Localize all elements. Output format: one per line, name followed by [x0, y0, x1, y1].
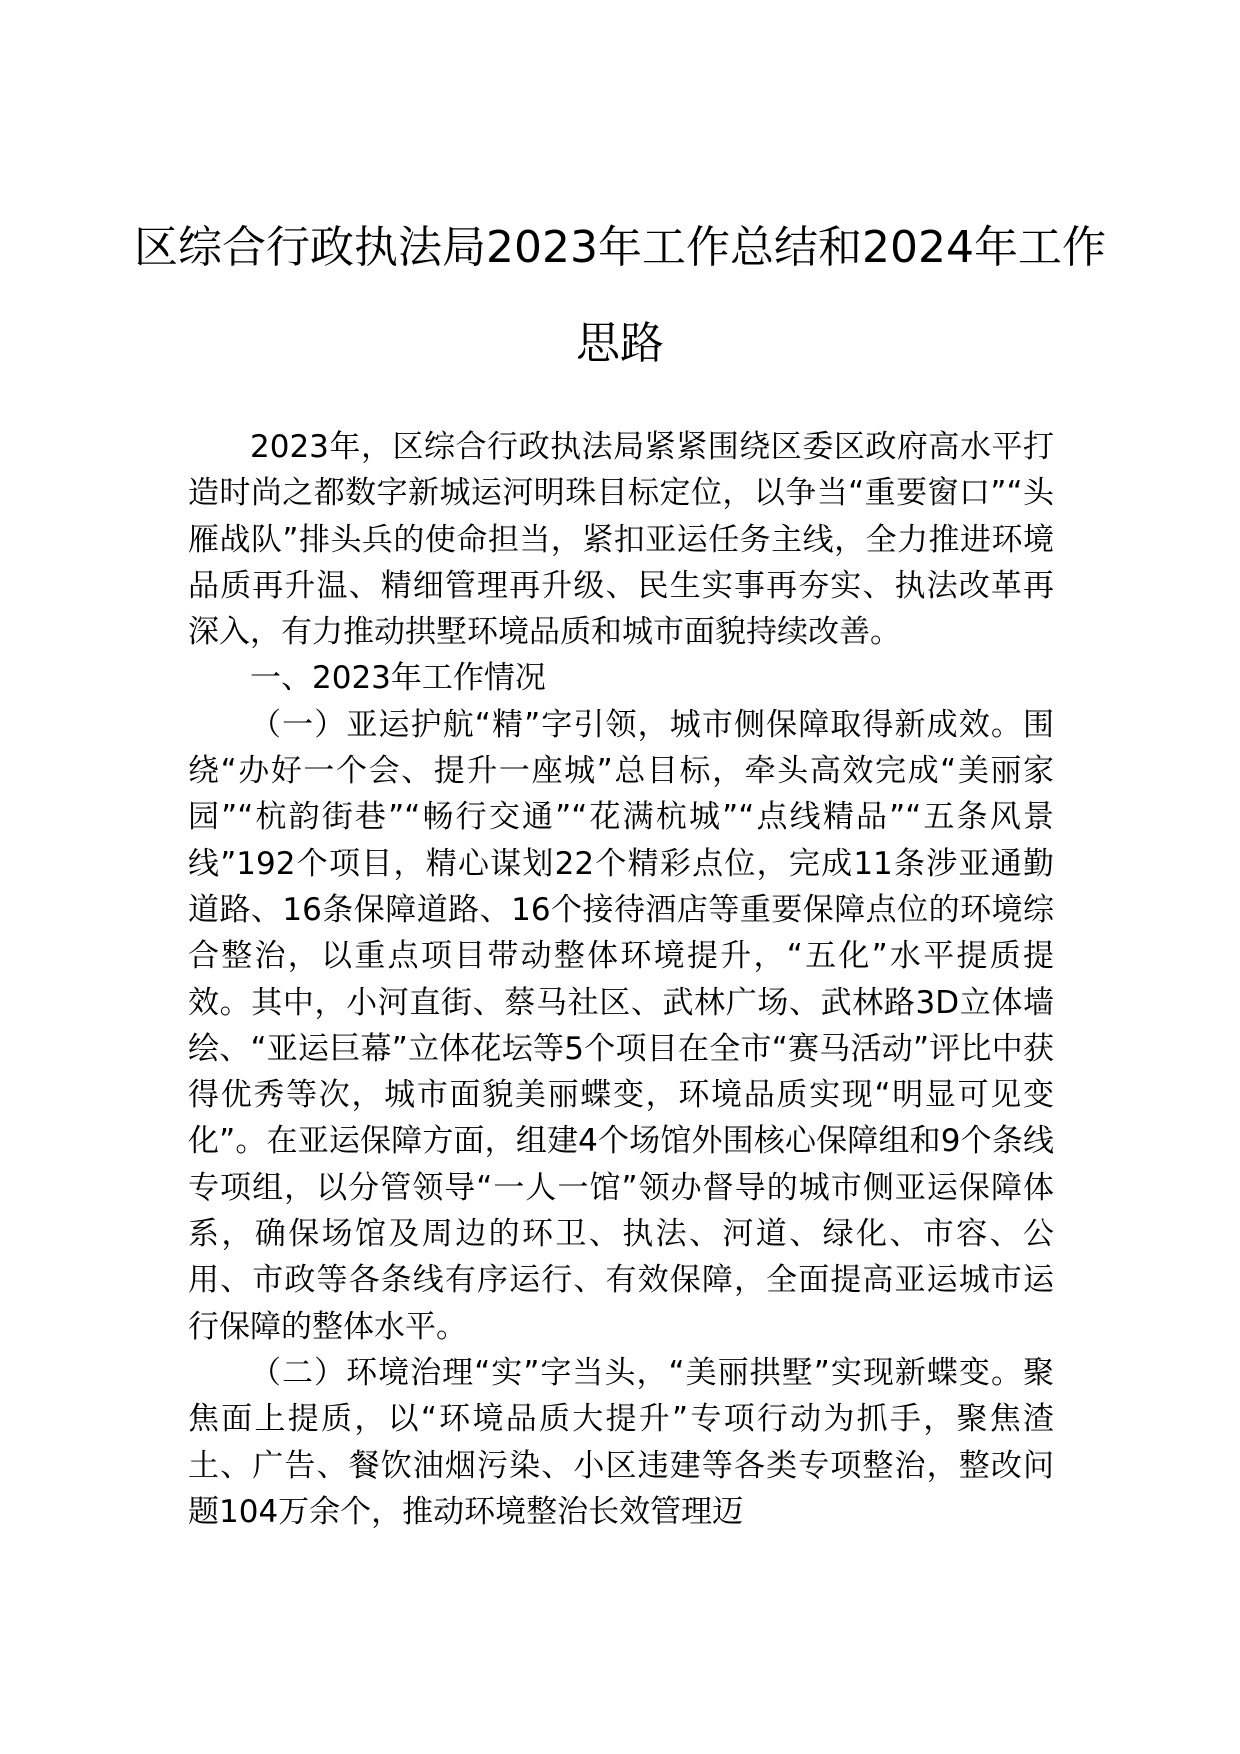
subsection-paragraph-1: （一）亚运护航“精”字引领，城市侧保障取得新成效。围绕“办好一个会、提升一座城”总目标，牵头高效完成“美丽家园”“杭韵街巷”“畅行交通”“花满杭城”“点线精品”“五条风景线”192个项目，精心谋划22个精彩点位，完成11条涉亚通勤道路、16条保障道路、16个接待酒店等重要保障点位的环境综合整治，以重点项目带动整体环境提升，“五化”水平提质提效。其中，小河直街、蔡马社区、武林广场、武林路3D立体墙绘、“亚运巨幕”立体花坛等5个项目在全市“赛马活动”评比中获得优秀等次，城市面貌美丽蝶变，环境品质实现“明显可见变化”。在亚运保障方面，组建4个场馆外围核心保障组和9个条线专项组，以分管领导“一人一馆”领办督导的城市侧亚运保障体系，确保场馆及周边的环卫、执法、河道、绿化、市容、公用、市政等各条线有序运行、有效保障，全面提高亚运城市运行保障的整体水平。 — [188, 706, 1054, 1345]
subsection-paragraph-2: （二）环境治理“实”字当头，“美丽拱墅”实现新蝶变。聚焦面上提质，以“环境品质大提升”专项行动为抓手，聚焦渣土、广告、餐饮油烟污染、小区违建等各类专项整治，整改问题104万余个，推动环境整治长效管理迈 — [188, 1354, 1054, 1530]
intro-paragraph: 2023年，区综合行政执法局紧紧围绕区委区政府高水平打造时尚之都数字新城运河明珠目标定位，以争当“重要窗口”“头雁战队”排头兵的使命担当，紧扣亚运任务主线，全力推进环境品质再升温、精细管理再升级、民生实事再夯实、执法改革再深入，有力推动拱墅环境品质和城市面貌持续改善。 — [188, 429, 1054, 651]
document-title: 区综合行政执法局2023年工作总结和2024年工作思路 — [134, 222, 1106, 369]
document-body — [188, 424, 1054, 1535]
section-heading: 一、2023年工作情况 — [250, 660, 546, 697]
